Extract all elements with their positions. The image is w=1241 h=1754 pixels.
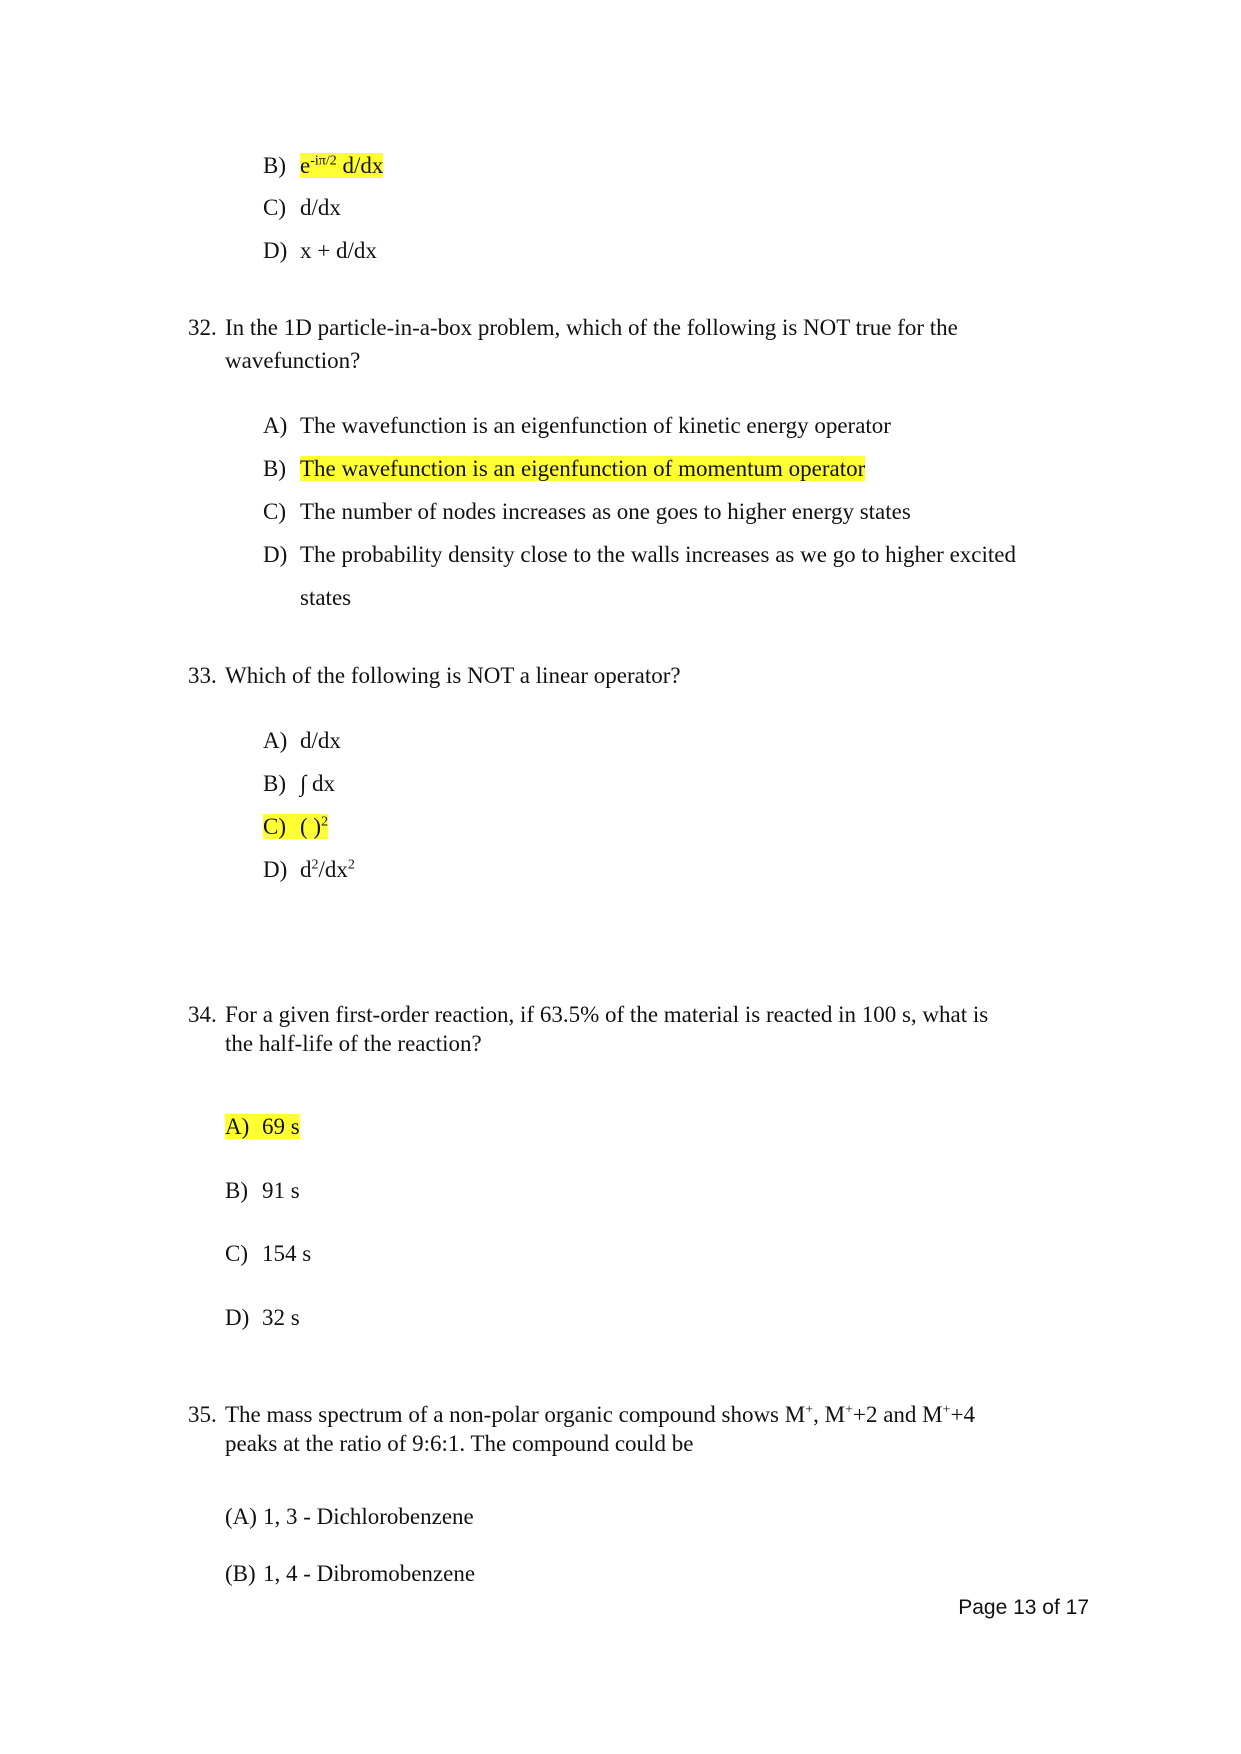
q35-stem <box>188 1401 975 1429</box>
highlighted-answer: C) ( )$^2$ <box>263 814 329 839</box>
option-label: A) <box>263 728 288 753</box>
option-label: (A) <box>225 1504 257 1529</box>
option-text: x + d/dx <box>300 238 377 263</box>
question-number: 34. <box>188 1002 217 1027</box>
option-label: C) <box>225 1241 248 1266</box>
q32-stem <box>188 314 958 342</box>
q32-option-d-line2: states <box>300 585 352 610</box>
q32-option-c <box>263 498 911 526</box>
q33-option-b <box>263 770 335 798</box>
option-label: D) <box>263 857 288 882</box>
highlighted-answer: A) 69 s <box>225 1114 300 1139</box>
option-text: The number of nodes increases as one goes to higher energy states <box>300 499 911 524</box>
option-text: 32 s <box>262 1305 300 1330</box>
question-text: Which of the following is NOT a linear operator? <box>225 663 681 688</box>
q34-option-a <box>225 1113 300 1141</box>
option-text: d/dx <box>300 195 341 220</box>
q32-option-d <box>263 541 1016 569</box>
q31-option-c <box>263 194 341 222</box>
highlighted-answer: $e^{-i\pi/2}$ d/dx <box>300 153 384 178</box>
q33-option-d: D) $d^2/dx^2$ <box>263 857 355 882</box>
option-label: A) <box>263 413 288 438</box>
option-text: 91 s <box>262 1178 300 1203</box>
option-text: The probability density close to the walls increases as we go to higher excited <box>300 542 1016 567</box>
q34-option-b <box>225 1177 300 1205</box>
q32-option-a <box>263 412 891 440</box>
option-text: The wavefunction is an eigenfunction of kinetic energy operator <box>300 413 891 438</box>
option-text: d/dx <box>300 728 341 753</box>
question-number: 33. <box>188 663 217 688</box>
option-label: (B) <box>225 1561 256 1586</box>
question-text: The mass spectrum of a non-polar organic compound shows M+, M++2 and M++4 <box>225 1402 976 1427</box>
q34-option-c <box>225 1240 311 1268</box>
q32-stem-line2: wavefunction? <box>225 348 361 373</box>
option-text: 1, 3 - Dichlorobenzene <box>263 1504 474 1529</box>
q31-option-b <box>263 152 383 180</box>
q33-stem <box>188 662 681 690</box>
option-label: D) <box>263 542 288 567</box>
option-label: D) <box>263 238 288 263</box>
option-text: 1, 4 - Dibromobenzene <box>263 1561 476 1586</box>
page-number: Page 13 of 17 <box>958 1596 1089 1619</box>
option-label: B) <box>225 1178 248 1203</box>
option-text: ∫ dx <box>300 771 336 796</box>
option-label: B) <box>263 456 286 481</box>
q33-option-c <box>263 813 328 841</box>
q34-stem-line2: the half-life of the reaction? <box>225 1031 482 1056</box>
q33-option-a <box>263 727 341 755</box>
q32-option-b <box>263 455 865 483</box>
option-label: C) <box>263 195 286 220</box>
q34-option-d <box>225 1304 300 1332</box>
q34-stem <box>188 1001 988 1029</box>
option-label: B) <box>263 153 286 178</box>
option-label: C) <box>263 499 286 524</box>
q35-stem-line2: peaks at the ratio of 9:6:1. The compound could be <box>225 1431 694 1456</box>
option-label: D) <box>225 1305 250 1330</box>
q35-option-a <box>225 1503 474 1531</box>
option-label: C) <box>263 814 286 839</box>
question-number: 35. <box>188 1402 217 1427</box>
question-text: For a given first-order reaction, if 63.5% of the material is reacted in 100 s, what is <box>225 1002 989 1027</box>
q35-option-b <box>225 1560 475 1588</box>
option-text: 154 s <box>262 1241 312 1266</box>
question-number: 32. <box>188 315 217 340</box>
highlighted-answer: The wavefunction is an eigenfunction of momentum operator <box>300 456 866 481</box>
option-label: B) <box>263 771 286 796</box>
q31-option-d <box>263 237 377 265</box>
option-label: A) <box>225 1114 250 1139</box>
question-text: In the 1D particle-in-a-box problem, which of the following is NOT true for the <box>225 315 958 340</box>
